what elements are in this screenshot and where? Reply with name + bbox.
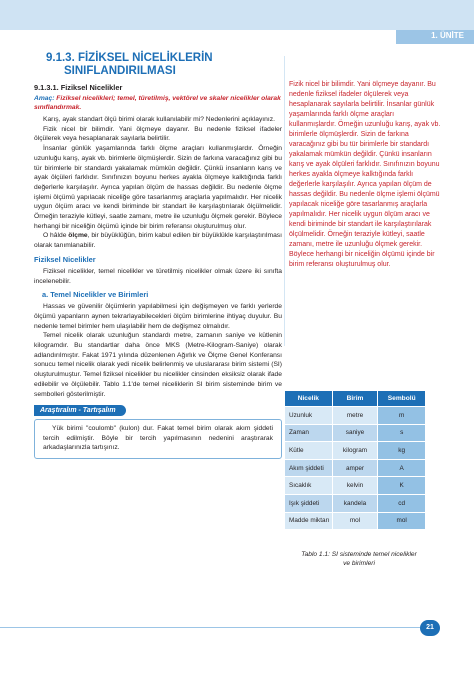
si-units-table (284, 390, 426, 530)
footer-rule (0, 627, 420, 628)
unit-cell: metre (332, 407, 378, 425)
table-row (285, 477, 426, 495)
paragraph-units-need: Hassas ve güvenilir ölçümlerin yapılabilmesi için değişmeyen ve farklı yerlerde ölçümü yapanların aynen tekrarlayabilecekleri ölçüm birimlerine ihtiyaç duyulur. Bu nedenle temel birimler hem ulaşılabilir hem de değişmez olmalıdır. (34, 303, 282, 330)
unit-cell: mol (332, 512, 378, 530)
table-row (285, 459, 426, 477)
paragraph-intro: Fizik nicel bir bilimdir. Yani ölçmeye dayanır. Bu nedenle fiziksel ifadeler ölçülerek veya hesaplanarak sayılarla belirtilir. (34, 125, 282, 143)
quantity-cell: Madde miktarı (285, 512, 333, 530)
definition-post: , bir büyüklüğün, birim kabul edilen bir büyüklükle karşılaştırılması olarak tanımlanabilir. (34, 232, 283, 250)
symbol-cell: cd (378, 494, 426, 512)
table-caption (284, 550, 434, 568)
quantity-cell: Uzunluk (285, 407, 333, 425)
header-band (0, 0, 474, 30)
margin-red-text: Fizik nicel bir bilimdir. Yani ölçmeye dayanır. Bu nedenle fiziksel ifadeler ölçülerek veya hesaplanarak sayılarla belirtilir. İnsanlar günlük yaşamlarında farklı ölçme araçları kullanmışlardır. Örneğin uzunluğu karış, ayak vb. birimlerle ölçmüşlerdir. Sizin de farkına varacağınız gibi bu tür birimlerle bir standardı yakalamak mümkün değildir. Çünkü insanların karış ve ayak ölçüleri farklıdır. Sınıfınızın boyunu herkes ayakla ölçmeye kalktığında farklı değerlerle karşılaşılır. Ayrıca yapılan ölçüm de hassas değildir. Bu nedenle ölçme işlemi ölçümü yapılacak niceliğe göre tasarlanmış araçlarla yapılmalıdır. Her nicelik uygun ölçüm aracı ve kendi biriminde bir standart ile karşılaştırılarak ölçülmelidir. Örneğin teraziyle kütleyi, saatle zamanı, metre ile uzunluğu ölçmek gerekir. Böylece herhangi bir niceliğin ölçümü içinde bir birim referansı oluşturulmuş olur. (289, 81, 441, 268)
table-header-row (285, 391, 426, 407)
page-number: 21 (420, 620, 440, 636)
goal-text: Fiziksel nicelikleri; temel, türetilmiş, vektörel ve skaler nicelikler olarak sınıflandırmak. (34, 95, 281, 111)
table-header-cell: Birim (332, 391, 378, 407)
table-header-cell: Sembolü (378, 391, 426, 407)
table-row (285, 494, 426, 512)
symbol-cell: A (378, 459, 426, 477)
unit-label: 1. ÜNİTE (431, 31, 464, 40)
caption-line-2: ve birimleri (343, 560, 375, 567)
table-row (285, 407, 426, 425)
heading-base-quantities: a. Temel Nicelikler ve Birimleri (42, 290, 149, 300)
unit-cell: kilogram (332, 442, 378, 460)
paragraph-definition (34, 231, 282, 250)
unit-cell: kelvin (332, 477, 378, 495)
quantity-cell: Işık şiddeti (285, 494, 333, 512)
definition-pre: O hâlde (43, 232, 69, 240)
section-title-line-1: 9.1.3. FİZİKSEL NİCELİKLERİN (46, 52, 213, 64)
subsection-title: 9.1.3.1. Fiziksel Nicelikler (34, 83, 123, 92)
section-title (34, 52, 282, 78)
quantity-cell: Kütle (285, 442, 333, 460)
quantity-cell: Sıcaklık (285, 477, 333, 495)
table-row (285, 424, 426, 442)
symbol-cell: kg (378, 442, 426, 460)
exercise-box (34, 419, 282, 458)
paragraph-measurement: İnsanlar günlük yaşamlarında farklı ölçme araçları kullanmışlardır. Örneğin uzunluğu karış, ayak vb. birimlerle ölçmüşlerdir. Sizin de farkına varacağınız gibi bu tür birimlerle bir standardı yakalamak mümkün değildir. Çünkü insanların karış ve ayak ölçüleri farklıdır. Sınıfınızın boyunu herkes ayakla ölçmeye kalktığında farklı değerlerle karşılaşılır. Ayrıca yapılan ölçüm de hassas değildir. Bu nedenle ölçme işlemi ölçümü yapılacak niceliğe göre tasarlanmış araçlarla yapılmalıdır. Her nicelik uygun ölçüm aracı ve kendi biriminde bir standart ile karşılaştırılarak ölçülmelidir. Örneğin teraziyle kütleyi, saatle zamanı, metre ile uzunluğu ölçmek gerekir. Böylece herhangi bir niceliğin ölçümü içinde bir birim referansı oluşturulmuş olur. (34, 145, 282, 230)
exercise-text: Yük birimi "coulomb" (kulon) dur. Fakat temel birim olarak akım şiddeti tercih edilmiştir. Böyle bir tercih yapılmasının nedenini araştırarak arkadaşlarınızla tartışınız. (43, 425, 273, 452)
section-title-line-2: SINIFLANDIRILMASI (64, 65, 176, 77)
unit-tab (396, 30, 474, 44)
caption-line-1: Tablo 1.1: SI sisteminde temel nicelikler (301, 551, 417, 558)
symbol-cell: K (378, 477, 426, 495)
main-column (34, 48, 282, 459)
goal-statement (34, 94, 282, 112)
quantity-cell: Zaman (285, 424, 333, 442)
paragraph-si-system: Temel nicelik olarak uzunluğun standardı metre, zamanın saniye ve kütlenin kilogramdır. Bu standartlar daha önce MKS (Metre-Kilogram-Saniye) olarak adlandırılmıştır. Fakat 1971 yılında düzenlenen Ağırlık ve Ölçme Genel Konferansı sonucu temel nicelik olarak yedi nicelik belirlenmiş ve uluslararası birim sistemi (SI) oluşturulmuştur. Temel fiziksel nicelikler bu nicelikler cinsinden eksiksiz olarak ifade edilebilir ve ölçülebilir. Tablo 1.1'de temel niceliklerin SI birim sisteminde birim ve sembolleri gösterilmiştir. (34, 332, 282, 398)
unit-cell: saniye (332, 424, 378, 442)
margin-column (289, 80, 442, 270)
symbol-cell: m (378, 407, 426, 425)
column-divider (284, 56, 285, 346)
paragraph-question: Karış, ayak standart ölçü birimi olarak kullanılabilir mi? Nedenlerini açıklayınız. (43, 116, 275, 123)
exercise-tag: Araştıralım - Tartışalım (34, 405, 126, 416)
paragraph-classes: Fiziksel nicelikler, temel nicelikler ve türetilmiş nicelikler olmak üzere iki sınıfta incelenebilir. (34, 267, 282, 285)
goal-label: Amaç: (34, 95, 55, 102)
table-row (285, 512, 426, 530)
symbol-cell: s (378, 424, 426, 442)
table-row (285, 442, 426, 460)
quantity-cell: Akım şiddeti (285, 459, 333, 477)
heading-physical-quantities: Fiziksel Nicelikler (34, 254, 96, 264)
table-header-cell: Nicelik (285, 391, 333, 407)
unit-cell: amper (332, 459, 378, 477)
definition-term: ölçme (68, 232, 88, 240)
symbol-cell: mol (378, 512, 426, 530)
unit-cell: kandela (332, 494, 378, 512)
